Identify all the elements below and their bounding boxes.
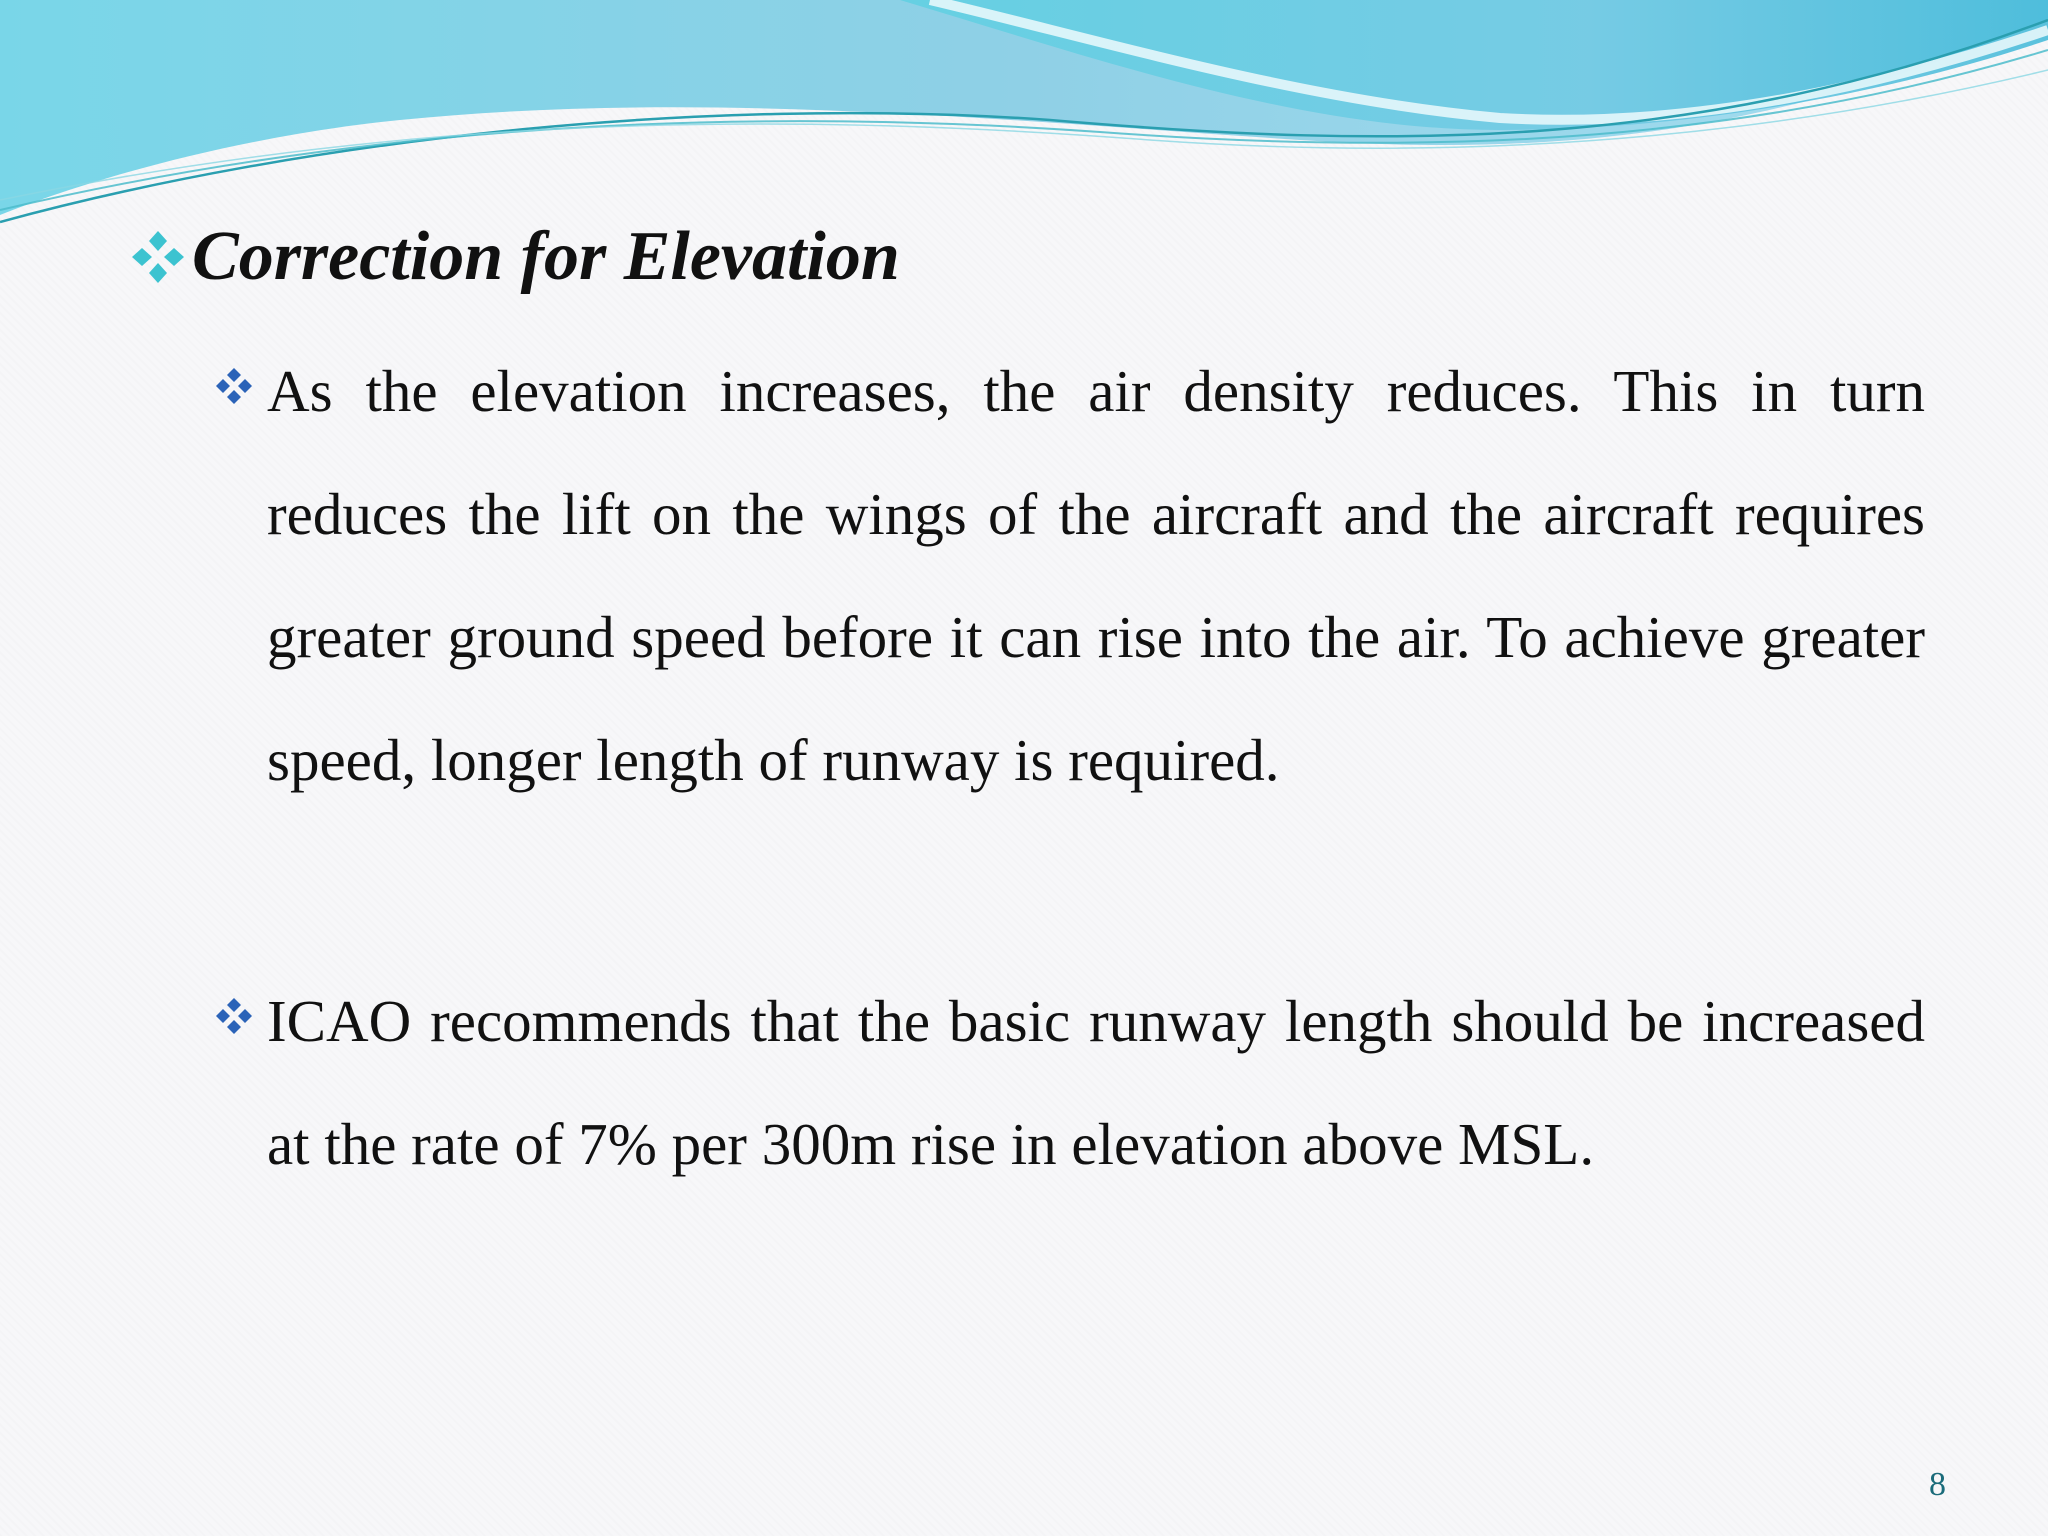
page-number: 8: [1929, 1466, 1946, 1503]
bullet-item: [210, 330, 1925, 822]
slide-heading: [128, 218, 900, 295]
wave-header-decoration: [0, 0, 2048, 240]
diamond-bullet-icon: [210, 992, 258, 1040]
bullet-text: ICAO recommends that the basic runway length should be increased at the rate of 7% per 300m rise in elevation above MSL.: [267, 988, 1925, 1177]
bullet-item: [210, 960, 1925, 1206]
diamond-bullet-icon: [210, 362, 258, 410]
diamond-bullet-icon: [128, 227, 188, 287]
heading-text: Correction for Elevation: [192, 218, 900, 295]
bullet-text: As the elevation increases, the air density reduces. This in turn reduces the lift on the wings of the aircraft and the aircraft requires greater ground speed before it can rise into the air. To achieve greater speed, longer length of runway is required.: [267, 358, 1925, 793]
